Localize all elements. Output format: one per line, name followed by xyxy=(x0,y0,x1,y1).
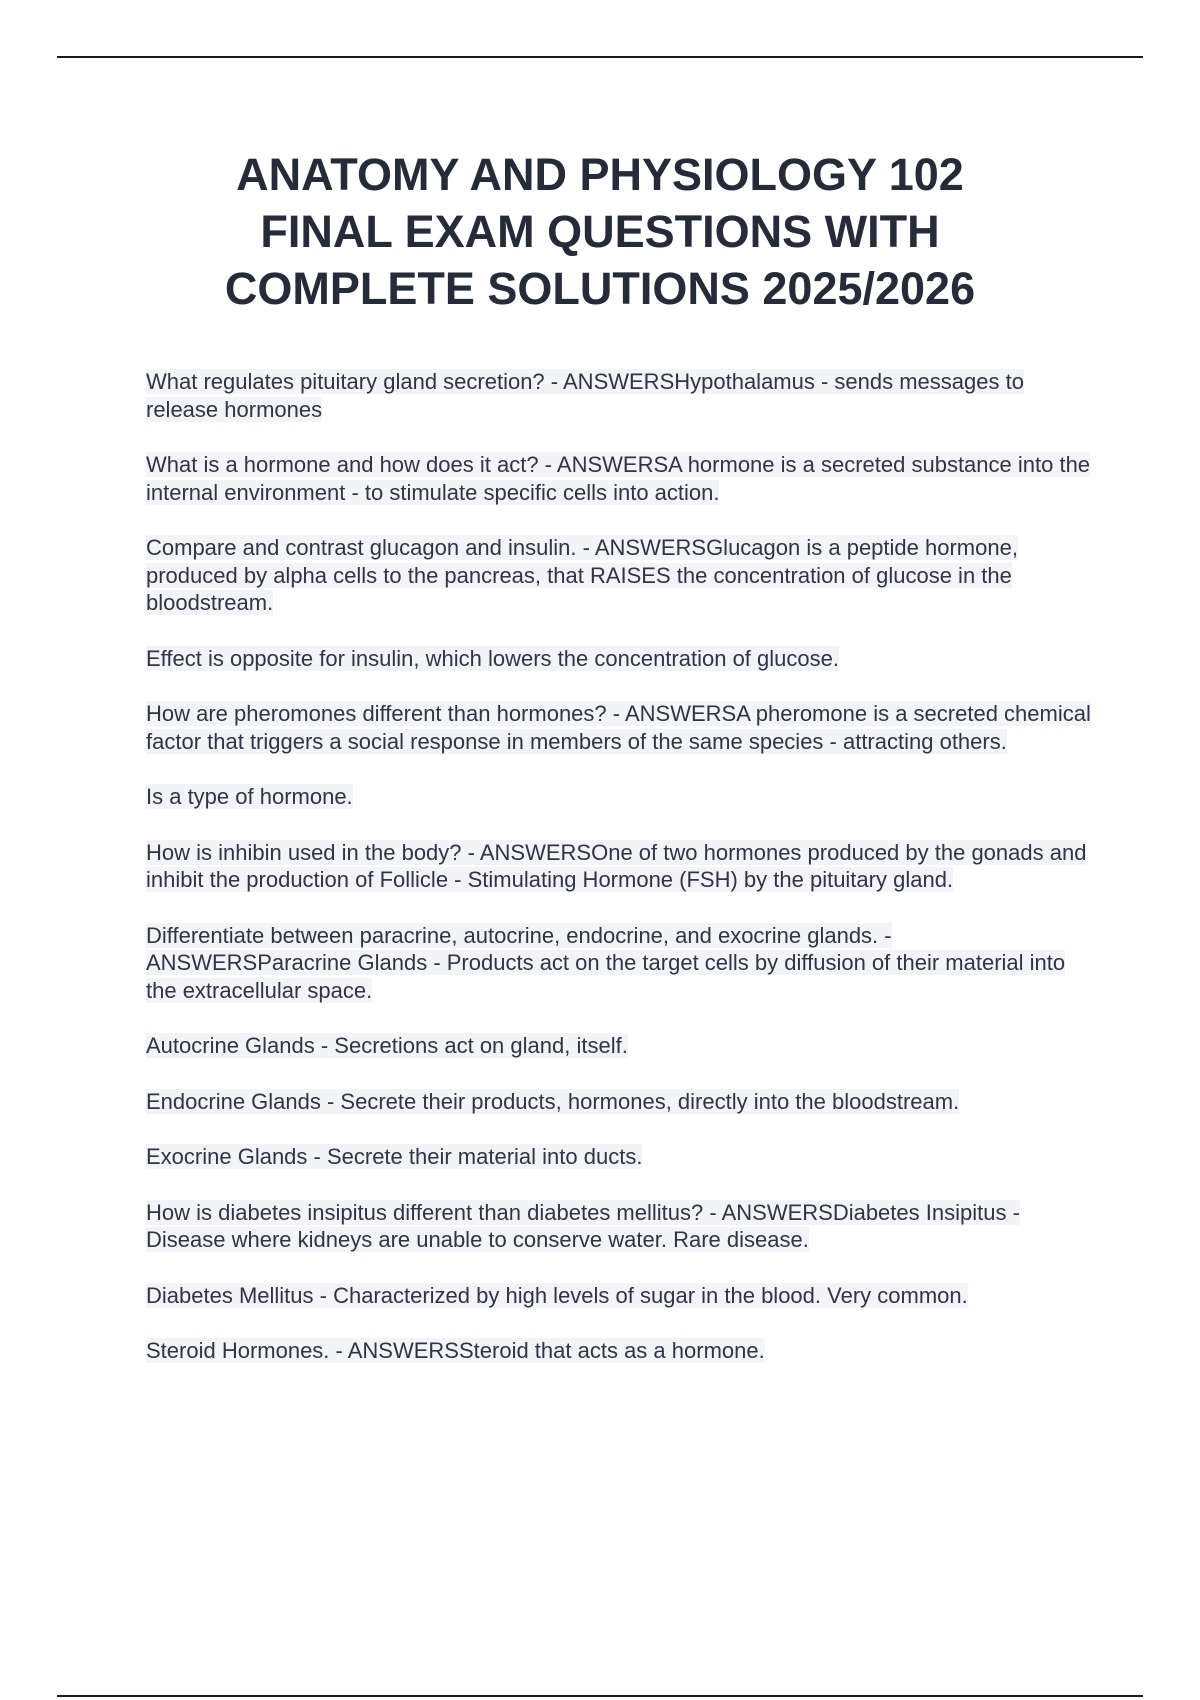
paragraph: Steroid Hormones. - ANSWERSSteroid that acts as a hormone. xyxy=(146,1338,765,1363)
document-title xyxy=(130,146,1070,317)
paragraph: Autocrine Glands - Secretions act on gland, itself. xyxy=(146,1033,628,1058)
title-line: FINAL EXAM QUESTIONS WITH xyxy=(260,206,940,257)
paragraph: Differentiate between paracrine, autocrine, endocrine, and exocrine glands. - ANSWERSParacrine Glands - Products act on the target cells by diffusion of their material into the extracellular space. xyxy=(146,922,1066,1003)
title-line: COMPLETE SOLUTIONS 2025/2026 xyxy=(224,263,976,314)
paragraph: How are pheromones different than hormones? - ANSWERSA pheromone is a secreted chemical factor that triggers a social response in members of the same species - attracting others. xyxy=(146,701,1091,754)
paragraph: Compare and contrast glucagon and insulin. - ANSWERSGlucagon is a peptide hormone, produced by alpha cells to the pancreas, that RAISES the concentration of glucose in the bloodstream. xyxy=(146,535,1018,615)
title-line: ANATOMY AND PHYSIOLOGY 102 xyxy=(236,149,964,200)
paragraph: What is a hormone and how does it act? - ANSWERSA hormone is a secreted substance into the internal environment - to stimulate specific cells into action. xyxy=(146,452,1091,505)
top-rule xyxy=(57,56,1143,58)
paragraph: Endocrine Glands - Secrete their products, hormones, directly into the bloodstream. xyxy=(146,1088,960,1114)
paragraph: What regulates pituitary gland secretion? - ANSWERSHypothalamus - sends messages to release hormones xyxy=(146,369,1024,422)
paragraph: Exocrine Glands - Secrete their material into ducts. xyxy=(146,1144,643,1169)
paragraph: Diabetes Mellitus - Characterized by high levels of sugar in the blood. Very common. xyxy=(146,1282,968,1308)
paragraph: Effect is opposite for insulin, which lowers the concentration of glucose. xyxy=(146,645,839,671)
qa-content xyxy=(146,368,1096,1393)
paragraph: How is diabetes insipitus different than diabetes mellitus? - ANSWERSDiabetes Insipitus - Disease where kidneys are unable to conserve water. Rare disease. xyxy=(146,1199,1020,1252)
bottom-rule xyxy=(57,1695,1143,1697)
paragraph: Is a type of hormone. xyxy=(146,784,353,809)
paragraph: How is inhibin used in the body? - ANSWERSOne of two hormones produced by the gonads and inhibit the production of Follicle - Stimulating Hormone (FSH) by the pituitary gland. xyxy=(146,839,1087,892)
